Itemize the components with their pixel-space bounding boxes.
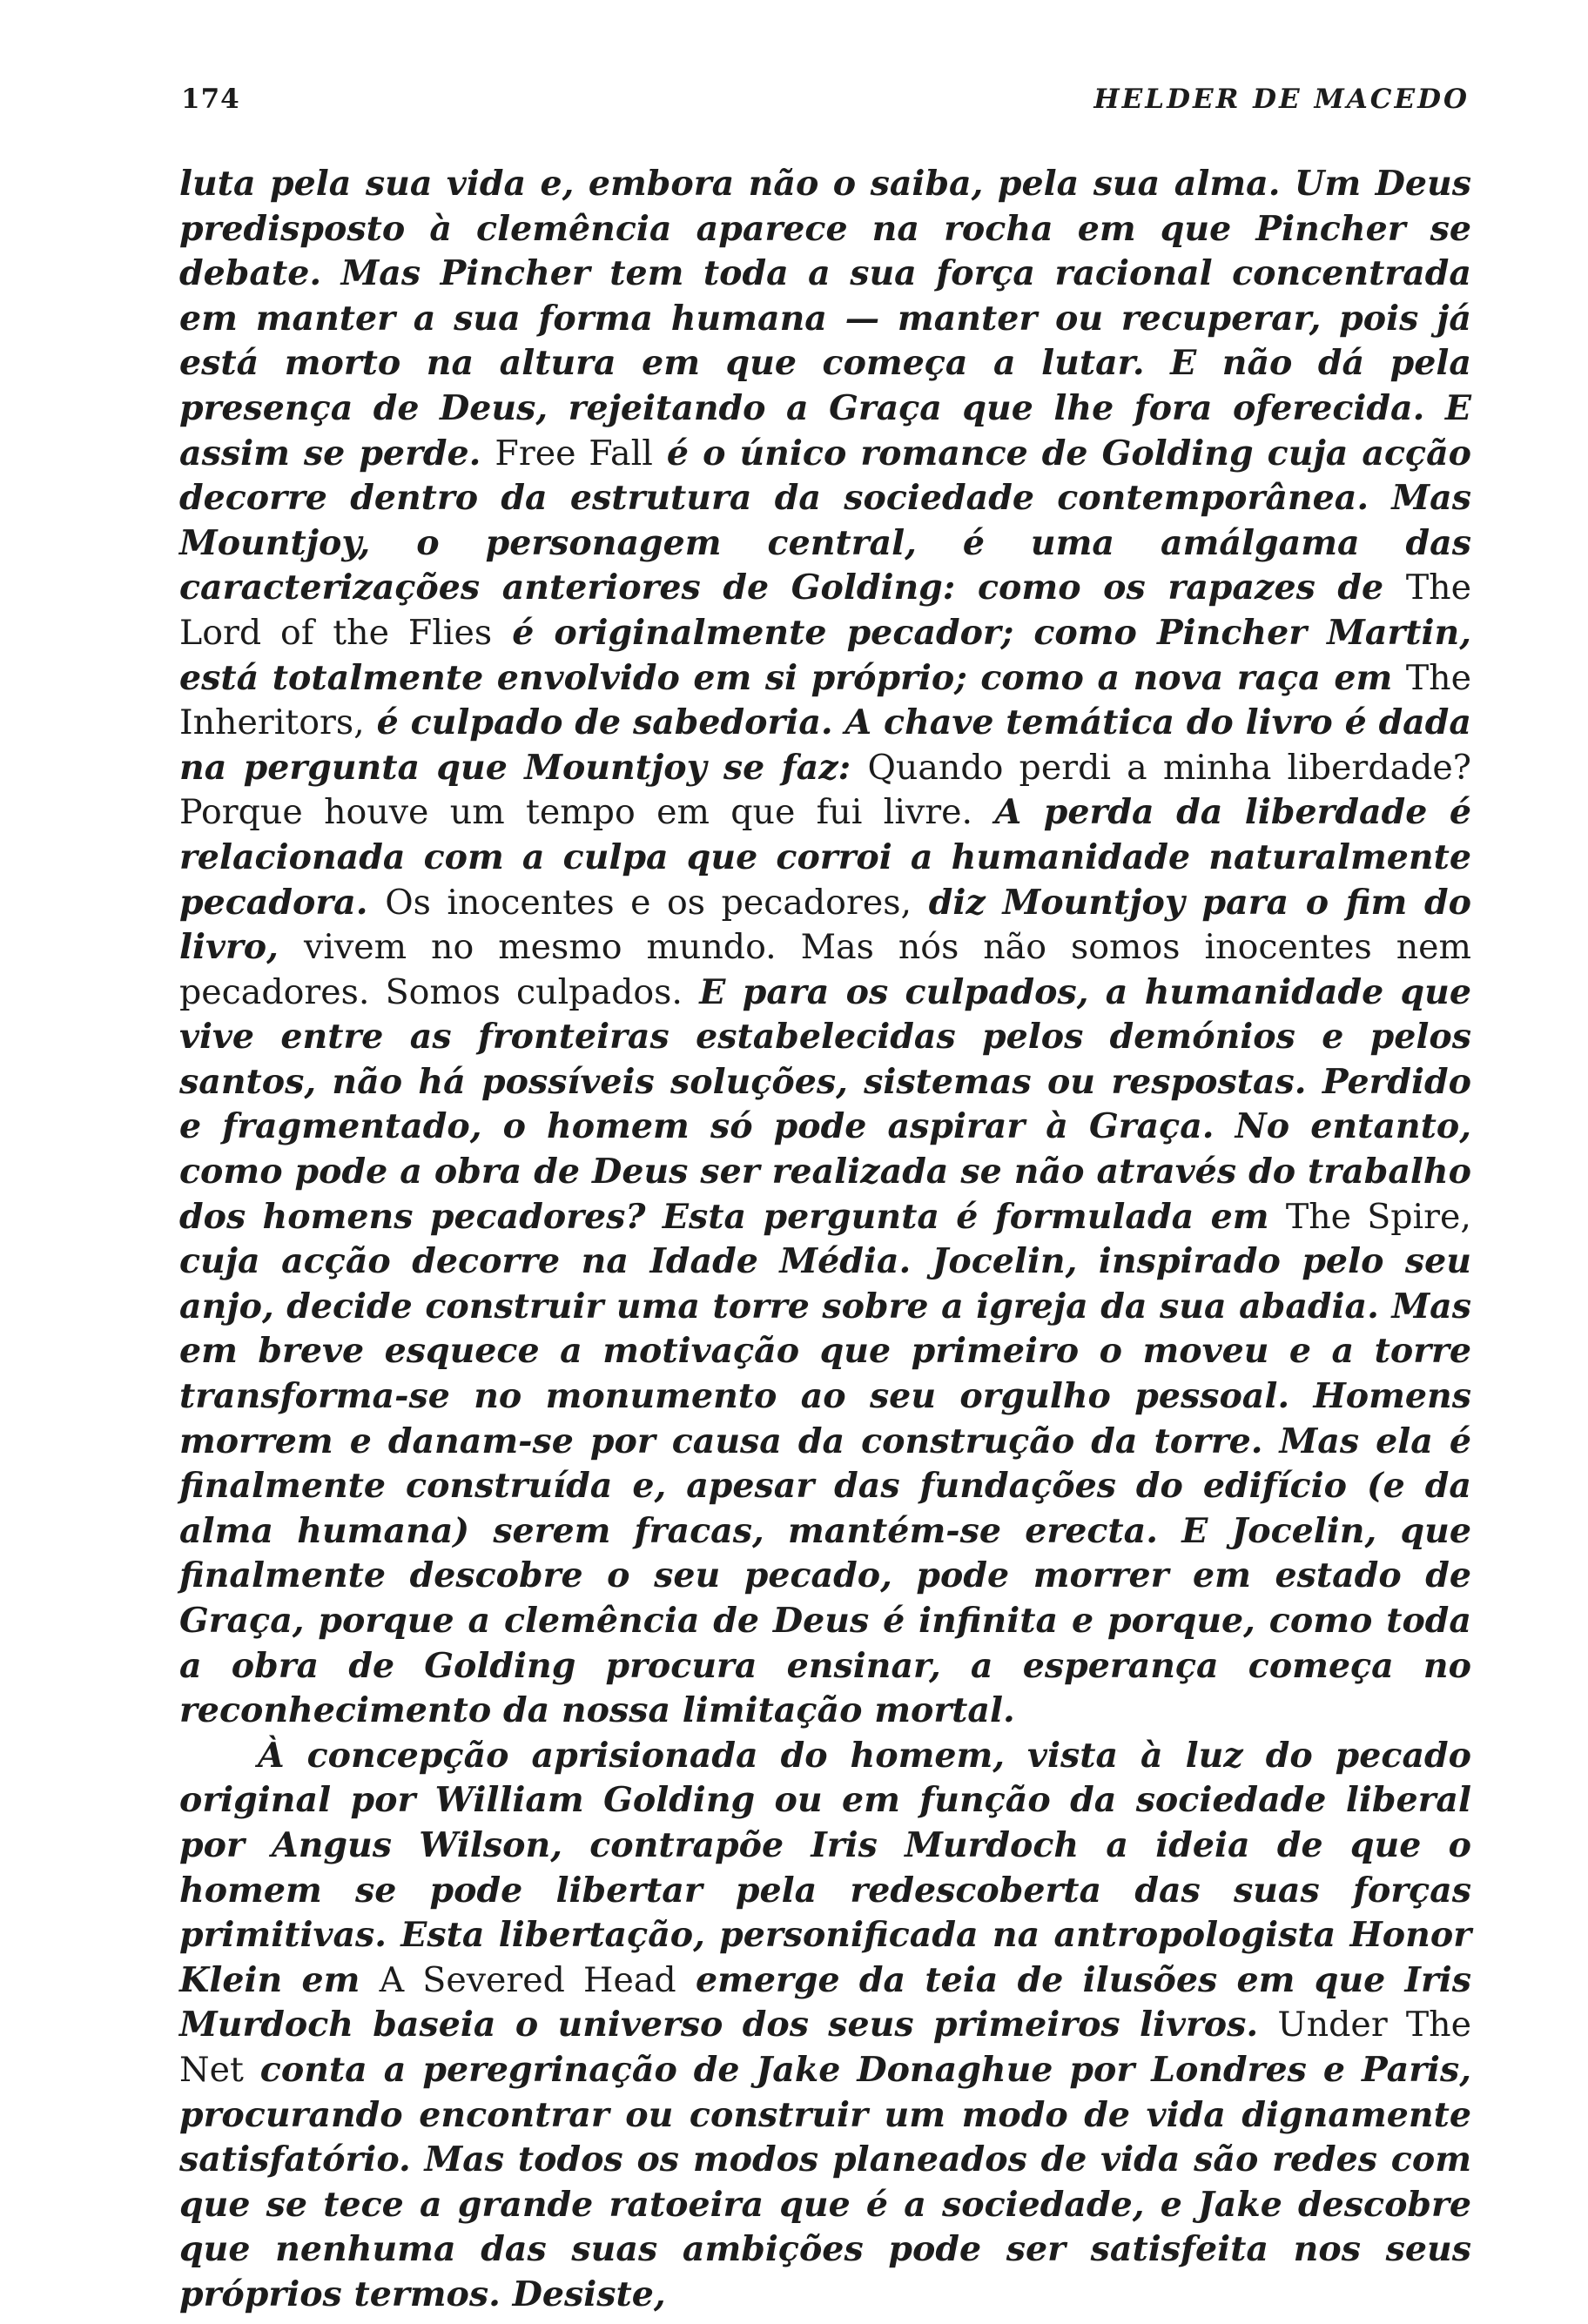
book-title-the-inheritors: The Inheritors, [179, 657, 1471, 743]
running-head-author: HELDER DE MACEDO [1093, 84, 1470, 115]
paragraph-2 [179, 1734, 1471, 2318]
quotation-inocentes: Os inocentes e os pecadores, [385, 882, 912, 923]
quotation-liberdade: Quando perdi a minha liberdade? Porque houve um tempo em que fui livre. [179, 747, 1471, 833]
text-segment: é originalmente pecador; como Pincher Martin, está totalmente envolvido em si próprio; como a nova raça em [179, 612, 1471, 698]
text-segment: A perda da liberdade é relacionada com a culpa que corroi a humanidade naturalmente pecadora. [179, 792, 1471, 923]
text-segment: diz Mountjoy para o fim do livro, [179, 882, 1471, 968]
paragraph-1 [179, 162, 1471, 1734]
book-title-under-the-net: Under The Net [179, 2005, 1471, 2090]
text-segment: cuja acção decorre na Idade Média. Jocelin, inspirado pelo seu anjo, decide construir uma torre sobre a igreja da sua abadia. Mas em breve esquece a motivação que primeiro o moveu e a torre transforma-se no monumento ao seu orgulho pessoal. Homens morrem e danam-se por causa da construção da torre. Mas ela é finalmente construída e, apesar das fundações do edifício (e da alma humana) serem fracas, mantém-se erecta. E Jocelin, que finalmente descobre o seu pecado, pode morrer em estado de Graça, porque a clemência de Deus é infinita e porque, como toda a obra de Golding procura ensinar, a esperança começa no reconhecimento da nossa limitação mortal. [179, 1241, 1471, 1731]
text-segment: é culpado de sabedoria. A chave temática do livro é dada na pergunta que Mountjoy se faz: [179, 702, 1471, 788]
text-segment: é o único romance de Golding cuja acção decorre dentro da estrutura da sociedade contemporânea. Mas Mountjoy, o personagem central, é uma amálgama das caracterizações anteriores de Golding: como os rapazes de [179, 433, 1472, 608]
running-head [181, 84, 1470, 125]
body-text [179, 162, 1471, 2318]
page-number: 174 [181, 84, 240, 115]
text-segment: À concepção aprisionada do homem, vista à luz do pecado original por William Golding ou em função da sociedade liberal por Angus Wilson, contrapõe Iris Murdoch a ideia de que o homem se pode libertar pela redescoberta das suas forças primitivas. Esta libertação, personificada na antropologista Honor Klein em [179, 1735, 1471, 2000]
text-segment: luta pela sua vida e, embora não o saiba, pela sua alma. Um Deus predisposto à clemência aparece na rocha em que Pincher se debate. Mas Pincher tem toda a sua força racional concentrada em manter a sua forma humana — manter ou recuperar, pois já está morto na altura em que começa a lutar. E não dá pela presença de Deus, rejeitando a Graça que lhe fora oferecida. E assim se perde. [179, 164, 1471, 474]
quotation-culpados: vivem no mesmo mundo. Mas nós não somos inocentes nem pecadores. Somos culpados. [179, 927, 1472, 1012]
book-title-free-fall: Free Fall [495, 433, 653, 474]
book-title-a-severed-head: A Severed Head [379, 1959, 676, 2000]
text-segment: conta a peregrinação de Jake Donaghue por Londres e Paris, procurando encontrar ou construir um modo de vida dignamente satisfatório. Mas todos os modos planeados de vida são redes com que se tece a grande ratoeira que é a sociedade, e Jake descobre que nenhuma das suas ambições pode ser satisfeita nos seus próprios termos. Desiste, [179, 2049, 1471, 2314]
text-segment: E para os culpados, a humanidade que vive entre as fronteiras estabelecidas pelos demónios e pelos santos, não há possíveis soluções, sistemas ou respostas. Perdido e fragmentado, o homem só pode aspirar à Graça. No entanto, como pode a obra de Deus ser realizada se não através do trabalho dos homens pecadores? Esta pergunta é formulada em [179, 971, 1472, 1237]
book-title-the-spire: The Spire, [1285, 1196, 1471, 1237]
text-segment: emerge da teia de ilusões em que Iris Murdoch baseia o universo dos seus primeiros livros. [179, 1959, 1472, 2045]
book-title-lord-of-the-flies: The Lord of the Flies [179, 568, 1471, 653]
